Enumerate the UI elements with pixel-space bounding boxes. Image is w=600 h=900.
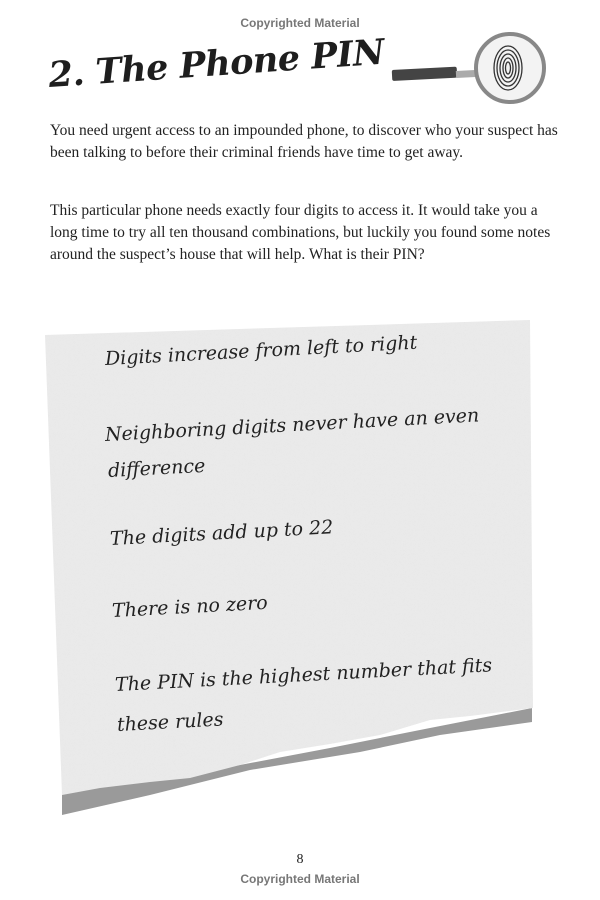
intro-paragraph: You need urgent access to an impounded phone, to discover who your suspect has been talking to before their criminal friends have time to get away. — [50, 122, 558, 161]
page-number: 8 — [296, 852, 304, 867]
clue-1: Digits increase from left to right — [104, 331, 418, 370]
page-title: 2. The Phone PIN — [47, 31, 386, 96]
copyright-header: Copyrighted Material — [240, 16, 360, 30]
clue-5-continued: these rules — [116, 708, 224, 736]
clue-5: The PIN is the highest number that fits — [114, 654, 493, 696]
clue-2-continued: difference — [107, 454, 206, 482]
clue-4: There is no zero — [111, 591, 269, 622]
clue-3: The digits add up to 22 — [109, 516, 334, 550]
copyright-footer: Copyrighted Material — [240, 872, 360, 886]
question-paragraph: This particular phone needs exactly four digits to access it. It would take you a long time to try all ten thousand combinations, but luckily you found some notes around the suspect’s house that will help. What is their PIN? — [50, 202, 551, 263]
clue-2: Neighboring digits never have an even — [104, 404, 480, 446]
